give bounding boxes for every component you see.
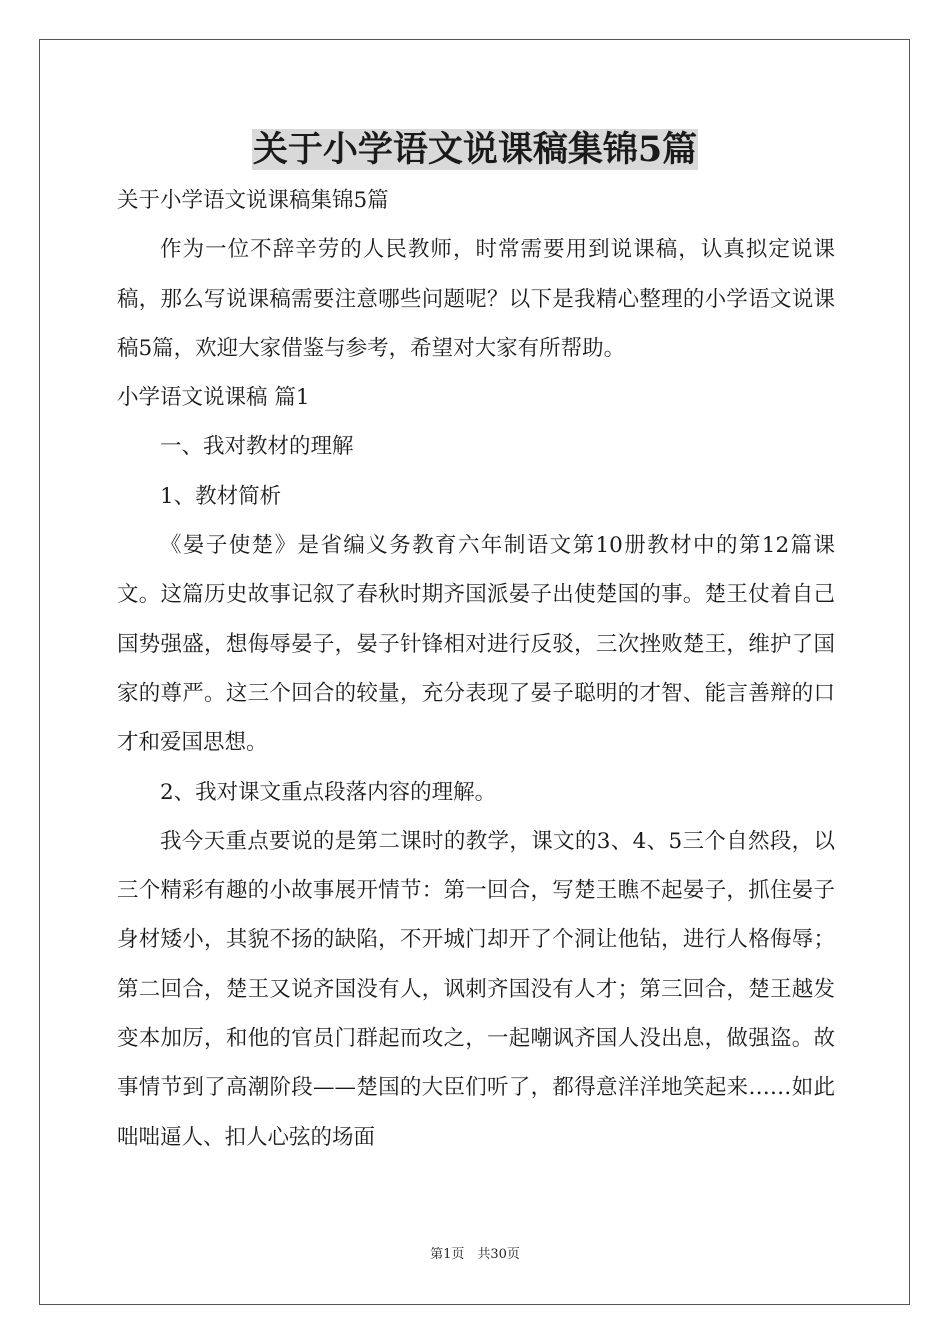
section-heading: 小学语文说课稿 篇1 [117, 385, 310, 411]
document-subtitle: 关于小学语文说课稿集锦5篇 [117, 188, 389, 213]
subsection-heading: 一、我对教材的理解 [160, 434, 354, 460]
subsection-heading: 2、我对课文重点段落内容的理解。 [160, 779, 497, 805]
page-footer: 第1页 共30页 [430, 1247, 520, 1262]
document-title-text: 关于小学语文说课稿集锦5篇 [252, 129, 698, 170]
intro-paragraph: 作为一位不辞辛劳的人民教师，时常需要用到说课稿，认真拟定说课稿，那么写说课稿需要注意哪些问题呢？以下是我精心整理的小学语文说课稿5篇，欢迎大家借鉴与参考，希望对大家有所帮助。 [117, 237, 835, 361]
document-title [0, 127, 950, 173]
subsection-heading: 1、教材简析 [160, 483, 282, 509]
body-paragraph: 我今天重点要说的是第二课时的教学，课文的3、4、5三个自然段，以三个精彩有趣的小故事展开情节：第一回合，写楚王瞧不起晏子，抓住晏子身材矮小，其貌不扬的缺陷，不开城门却开了个洞让他钻，进行人格侮辱；第二回合，楚王又说齐国没有人，讽刺齐国没有人才；第三回合，楚王越发变本加厉，和他的官员门群起而攻之，一起嘲讽齐国人没出息，做强盗。故事情节到了高潮阶段——楚国的大臣们听了，都得意洋洋地笑起来……如此咄咄逼人、扣人心弦的场面 [117, 828, 835, 1150]
document-body [117, 176, 835, 1162]
body-paragraph: 《晏子使楚》是省编义务教育六年制语文第10册教材中的第12篇课文。这篇历史故事记叙了春秋时期齐国派晏子出使楚国的事。楚王仗着自己国势强盛，想侮辱晏子，晏子针锋相对进行反驳，三次挫败楚王，维护了国家的尊严。这三个回合的较量，充分表现了晏子聪明的才智、能言善辩的口才和爱国思想。 [117, 533, 835, 756]
